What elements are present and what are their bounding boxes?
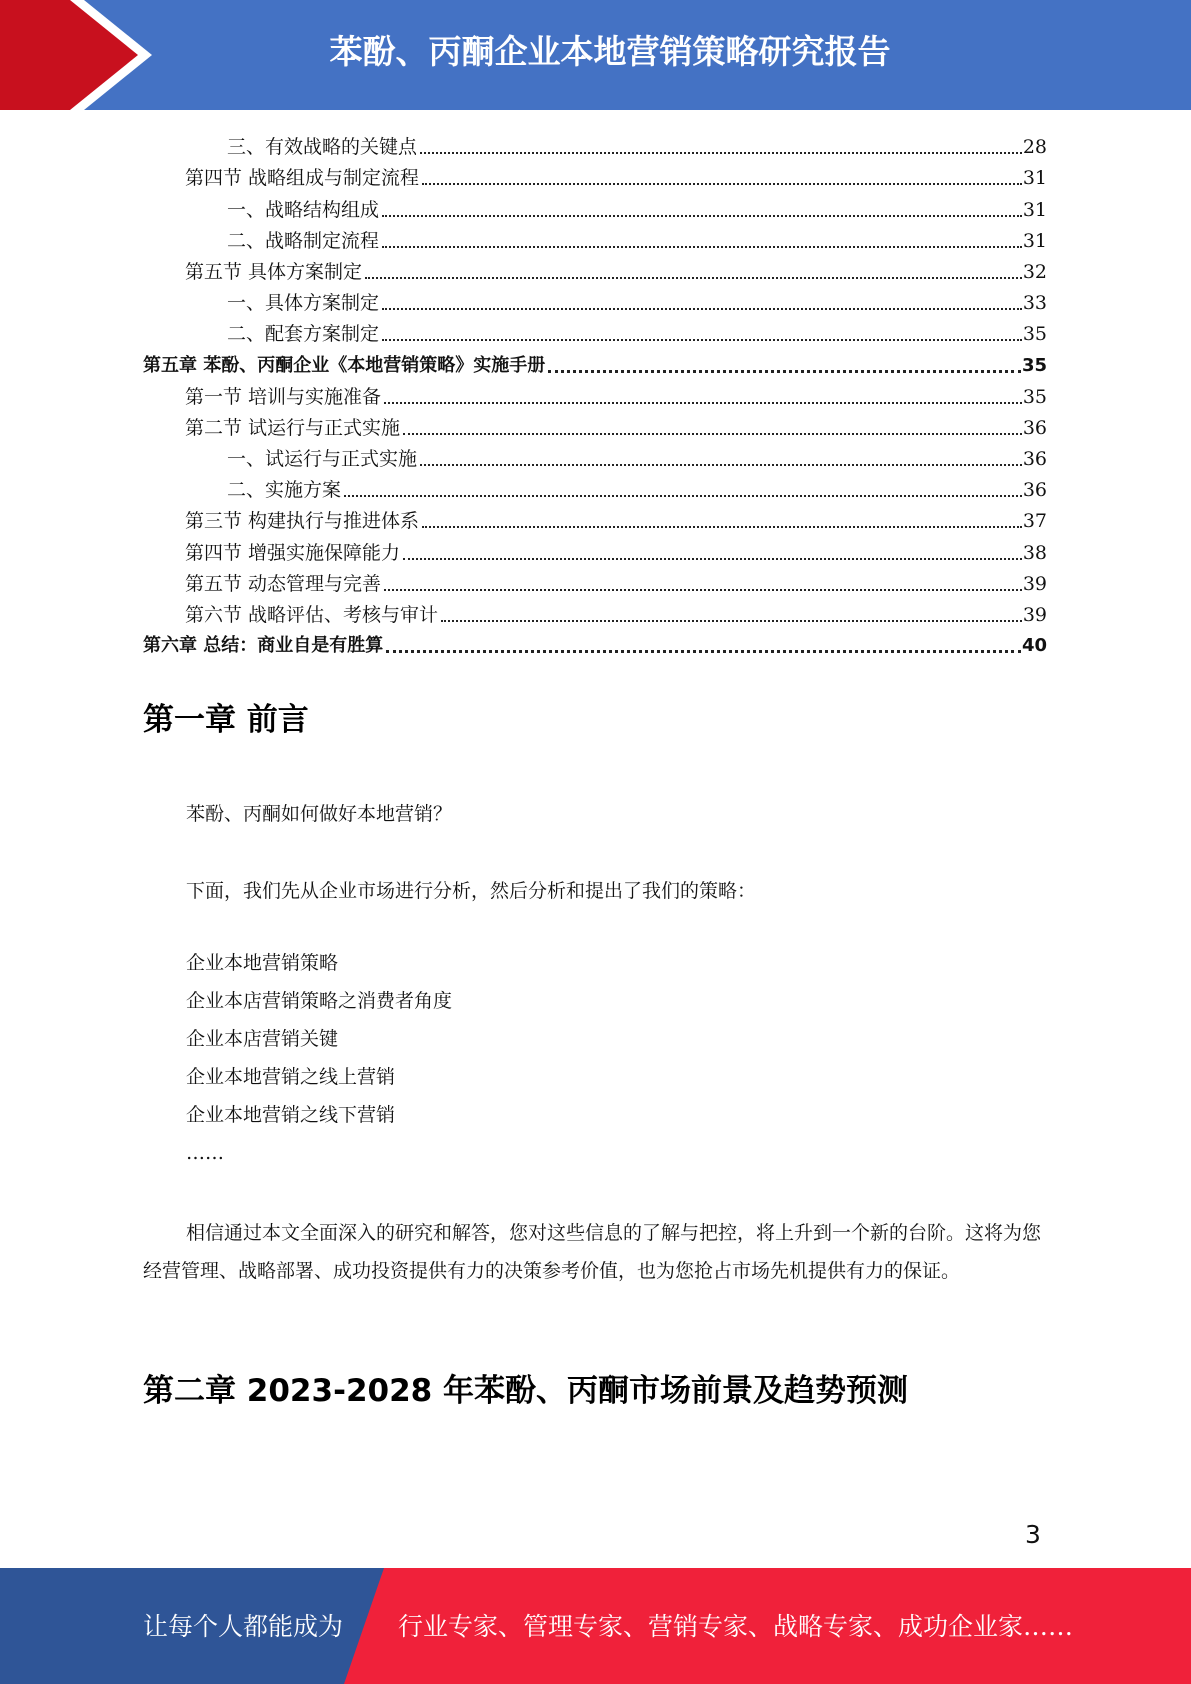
toc-entry-page: 33 — [1022, 292, 1047, 315]
toc-entry[interactable] — [143, 409, 1047, 440]
page-footer — [0, 1568, 1191, 1684]
list-item: 企业本店营销策略之消费者角度 — [186, 990, 453, 1012]
toc-entry-page: 31 — [1022, 167, 1047, 190]
toc-leader-dots — [344, 495, 1022, 497]
toc-entry-label: 二、战略制定流程 — [227, 229, 380, 252]
toc-leader-dots — [382, 215, 1022, 217]
toc-leader-dots — [422, 183, 1022, 185]
toc-entry[interactable] — [143, 565, 1047, 596]
toc-entry-label: 二、实施方案 — [227, 479, 342, 502]
toc-entry-label: 第六章 总结：商业自是有胜算 — [143, 635, 384, 657]
toc-entry[interactable] — [143, 471, 1047, 502]
toc-entry-label: 第六节 战略评估、考核与审计 — [185, 604, 439, 626]
strategy-list — [186, 950, 452, 1178]
table-of-contents — [143, 128, 1047, 658]
toc-leader-dots — [403, 433, 1022, 435]
toc-entry-label: 二、配套方案制定 — [227, 323, 380, 346]
toc-entry[interactable] — [143, 222, 1047, 253]
toc-entry-page: 28 — [1022, 136, 1047, 159]
toc-entry-page: 35 — [1022, 385, 1047, 408]
toc-leader-dots — [420, 152, 1022, 154]
toc-leader-dots — [548, 370, 1021, 373]
list-item: 企业本地营销策略 — [186, 952, 339, 974]
footer-right-text: 行业专家、管理专家、营销专家、战略专家、成功企业家…… — [398, 1612, 1074, 1641]
toc-entry[interactable] — [143, 346, 1047, 377]
toc-entry[interactable] — [143, 128, 1047, 159]
toc-leader-dots — [420, 464, 1022, 466]
toc-entry-page: 36 — [1022, 479, 1047, 502]
toc-leader-dots — [384, 402, 1022, 404]
toc-entry-page: 32 — [1022, 260, 1047, 283]
toc-entry[interactable] — [143, 159, 1047, 190]
toc-entry-label: 第四节 增强实施保障能力 — [185, 541, 401, 564]
toc-entry-page: 31 — [1022, 229, 1047, 252]
toc-leader-dots — [441, 620, 1022, 622]
toc-entry-label: 第一节 培训与实施准备 — [185, 385, 382, 408]
chapter-1-paragraph: 相信通过本文全面深入的研究和解答，您对这些信息的了解与把控，将上升到一个新的台阶。这将为您经营管理、战略部署、成功投资提供有力的决策参考价值，也为您抢占市场先机提供有力的保证。 — [143, 1222, 1042, 1282]
toc-entry-page: 39 — [1022, 604, 1047, 626]
toc-entry[interactable] — [143, 440, 1047, 471]
toc-entry-label: 三、有效战略的关键点 — [227, 136, 418, 159]
toc-leader-dots — [365, 277, 1022, 279]
toc-entry-label: 第五章 苯酚、丙酮企业《本地营销策略》实施手册 — [143, 354, 546, 376]
toc-entry[interactable] — [143, 284, 1047, 315]
toc-leader-dots — [422, 526, 1022, 528]
toc-entry-label: 第五节 动态管理与完善 — [185, 572, 382, 595]
toc-entry-page: 36 — [1022, 416, 1047, 439]
toc-leader-dots — [386, 650, 1021, 653]
toc-entry-page: 31 — [1022, 198, 1047, 221]
toc-entry-label: 第五节 具体方案制定 — [185, 260, 363, 283]
footer-left-text: 让每个人都能成为 — [143, 1612, 344, 1641]
toc-entry[interactable] — [143, 596, 1047, 627]
toc-entry-label: 第二节 试运行与正式实施 — [185, 416, 401, 439]
list-item-ellipsis: …… — [186, 1142, 224, 1164]
toc-leader-dots — [382, 246, 1022, 248]
toc-entry-label: 一、战略结构组成 — [227, 198, 380, 221]
toc-entry[interactable] — [143, 315, 1047, 346]
page-header — [0, 0, 1191, 110]
toc-entry-label: 一、具体方案制定 — [227, 292, 380, 315]
toc-leader-dots — [403, 558, 1022, 560]
toc-leader-dots — [384, 589, 1022, 591]
toc-entry-page: 38 — [1022, 541, 1047, 564]
toc-leader-dots — [382, 308, 1022, 310]
toc-entry[interactable] — [143, 502, 1047, 533]
list-item: 企业本地营销之线上营销 — [186, 1066, 396, 1088]
toc-entry-label: 第四节 战略组成与制定流程 — [185, 167, 420, 190]
chapter-1-question: 苯酚、丙酮如何做好本地营销？ — [186, 803, 453, 825]
list-item: 企业本店营销关键 — [186, 1028, 339, 1050]
toc-leader-dots — [382, 339, 1022, 341]
list-item: 企业本地营销之线下营销 — [186, 1104, 396, 1126]
toc-entry[interactable] — [143, 627, 1047, 658]
page-number: 3 — [1025, 1520, 1041, 1549]
header-title: 苯酚、丙酮企业本地营销策略研究报告 — [329, 32, 891, 71]
toc-entry[interactable] — [143, 378, 1047, 409]
toc-entry-page: 35 — [1021, 354, 1047, 376]
toc-entry-page: 36 — [1022, 448, 1047, 471]
chapter-2-heading: 第二章 2023-2028 年苯酚、丙酮市场前景及趋势预测 — [143, 1373, 909, 1409]
chapter-1-intro: 下面，我们先从企业市场进行分析，然后分析和提出了我们的策略： — [186, 880, 757, 902]
toc-entry-label: 一、试运行与正式实施 — [227, 448, 418, 471]
toc-entry[interactable] — [143, 253, 1047, 284]
toc-entry-page: 37 — [1022, 510, 1047, 533]
toc-entry-page: 35 — [1022, 323, 1047, 346]
toc-entry[interactable] — [143, 190, 1047, 221]
toc-entry-label: 第三节 构建执行与推进体系 — [185, 510, 420, 533]
chapter-1-heading: 第一章 前言 — [143, 702, 309, 738]
toc-entry-page: 39 — [1022, 572, 1047, 595]
toc-entry-page: 40 — [1021, 635, 1047, 657]
toc-entry[interactable] — [143, 533, 1047, 564]
